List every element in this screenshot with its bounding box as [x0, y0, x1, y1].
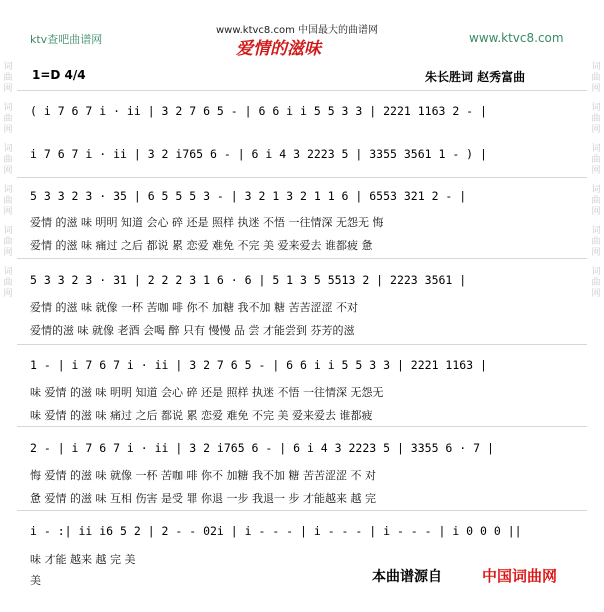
site-url-right: www.ktvc8.com: [469, 31, 564, 45]
watermark-char: 曲: [3, 237, 13, 247]
watermark-char: 词: [591, 185, 601, 195]
watermark-char: 曲: [591, 196, 601, 206]
lyric-line-6a: 悔 爱情 的滋 味 就像 一杯 苦咖 啡 你不 加糖 我不加 糖 苦苦涩涩 不 对: [30, 469, 376, 482]
watermark-char: 网: [3, 125, 13, 135]
watermark-char: 曲: [591, 73, 601, 83]
lyric-line-4b: 爱情的滋 味 就像 老酒 会喝 醉 只有 慢慢 品 尝 才能尝到 芬芳的滋: [30, 324, 355, 337]
lyric-line-3a: 爱情 的滋 味 明明 知道 会心 碎 还是 照样 执迷 不悟 一往情深 无怨无 悔: [30, 216, 384, 229]
lyric-line-4a: 爱情 的滋 味 就像 一杯 苦咖 啡 你不 加糖 我不加 糖 苦苦涩涩 不对: [30, 301, 358, 314]
key-signature: 1=D 4/4: [32, 68, 86, 82]
watermark-char: 词: [3, 226, 13, 236]
site-url-top: www.ktvc8.com 中国最大的曲谱网: [216, 25, 379, 36]
lyric-line-6b: 惫 爱情 的滋 味 互相 伤害 是受 罪 你退 一步 我退一 步 才能越来 越 完: [30, 492, 376, 505]
watermark-char: 网: [591, 125, 601, 135]
watermark-char: 词: [3, 62, 13, 72]
notation-line-4: 5 3 3 2 3 · 31 | 2 2 2 3 1 6 · 6 | 5 1 3 5 5513 2 | 2223 3561 |: [30, 273, 467, 287]
watermark-char: 网: [591, 289, 601, 299]
source-label: 本曲谱源自: [372, 569, 442, 585]
notation-line-1: ( i 7 6 7 i · ii | 3 2 7 6 5 - | 6 6 i i 5 5 3 3 | 2221 1163 2 - |: [30, 104, 487, 118]
watermark-char: 词: [591, 226, 601, 236]
side-watermark-left: [2, 62, 14, 308]
credits: 朱长胜词 赵秀富曲: [425, 70, 526, 84]
watermark-char: 曲: [591, 114, 601, 124]
lyric-line-7b: 美: [30, 574, 41, 587]
lyric-line-3b: 爱情 的滋 味 痛过 之后 都说 累 恋爱 难免 不完 美 爱来爱去 谁都疲 惫: [30, 239, 373, 252]
system-divider: [17, 90, 587, 91]
watermark-char: 曲: [3, 278, 13, 288]
lyric-line-7a: 味 才能 越来 越 完 美: [30, 553, 136, 566]
watermark-char: 网: [591, 207, 601, 217]
notation-line-7: i - :| ii i6 5 2 | 2 - - 02i | i - - - | i - - - | i - - - | i 0 0 0 ||: [30, 524, 522, 538]
watermark-char: 词: [3, 185, 13, 195]
watermark-char: 词: [591, 62, 601, 72]
watermark-char: 网: [591, 166, 601, 176]
notation-line-2: i 7 6 7 i · ii | 3 2 i765 6 - | 6 i 4 3 2223 5 | 3355 3561 1 - ) |: [30, 147, 487, 161]
watermark-char: 词: [3, 267, 13, 277]
site-name-left: ktv查吧曲谱网: [30, 33, 103, 46]
watermark-char: 网: [591, 84, 601, 94]
watermark-char: 曲: [3, 73, 13, 83]
watermark-char: 曲: [591, 278, 601, 288]
system-divider: [17, 426, 587, 427]
watermark-char: 网: [591, 248, 601, 258]
watermark-char: 词: [591, 103, 601, 113]
watermark-char: 曲: [591, 155, 601, 165]
notation-line-5: 1 - | i 7 6 7 i · ii | 3 2 7 6 5 - | 6 6 i i 5 5 3 3 | 2221 1163 |: [30, 358, 487, 372]
watermark-char: 网: [3, 166, 13, 176]
source-site: 中国词曲网: [482, 567, 558, 585]
notation-line-3: 5 3 3 2 3 · 35 | 6 5 5 5 3 - | 3 2 1 3 2 1 1 6 | 6553 321 2 - |: [30, 189, 467, 203]
watermark-char: 词: [3, 103, 13, 113]
song-title: 爱情的滋味: [236, 39, 321, 59]
system-divider: [17, 258, 587, 259]
watermark-char: 曲: [591, 237, 601, 247]
watermark-char: 词: [591, 267, 601, 277]
notation-line-6: 2 - | i 7 6 7 i · ii | 3 2 i765 6 - | 6 i 4 3 2223 5 | 3355 6 · 7 |: [30, 441, 494, 455]
watermark-char: 网: [3, 207, 13, 217]
system-divider: [17, 344, 587, 345]
system-divider: [17, 510, 587, 511]
watermark-char: 网: [3, 84, 13, 94]
watermark-char: 曲: [3, 155, 13, 165]
side-watermark-right: [590, 62, 602, 308]
lyric-line-5a: 味 爱情 的滋 味 明明 知道 会心 碎 还是 照样 执迷 不悟 一往情深 无怨无: [30, 386, 384, 399]
watermark-char: 词: [591, 144, 601, 154]
watermark-char: 词: [3, 144, 13, 154]
lyric-line-5b: 味 爱情 的滋 味 痛过 之后 都说 累 恋爱 难免 不完 美 爱来爱去 谁都疲: [30, 409, 373, 422]
system-divider: [17, 177, 587, 178]
watermark-char: 网: [3, 248, 13, 258]
watermark-char: 曲: [3, 196, 13, 206]
watermark-char: 网: [3, 289, 13, 299]
watermark-char: 曲: [3, 114, 13, 124]
